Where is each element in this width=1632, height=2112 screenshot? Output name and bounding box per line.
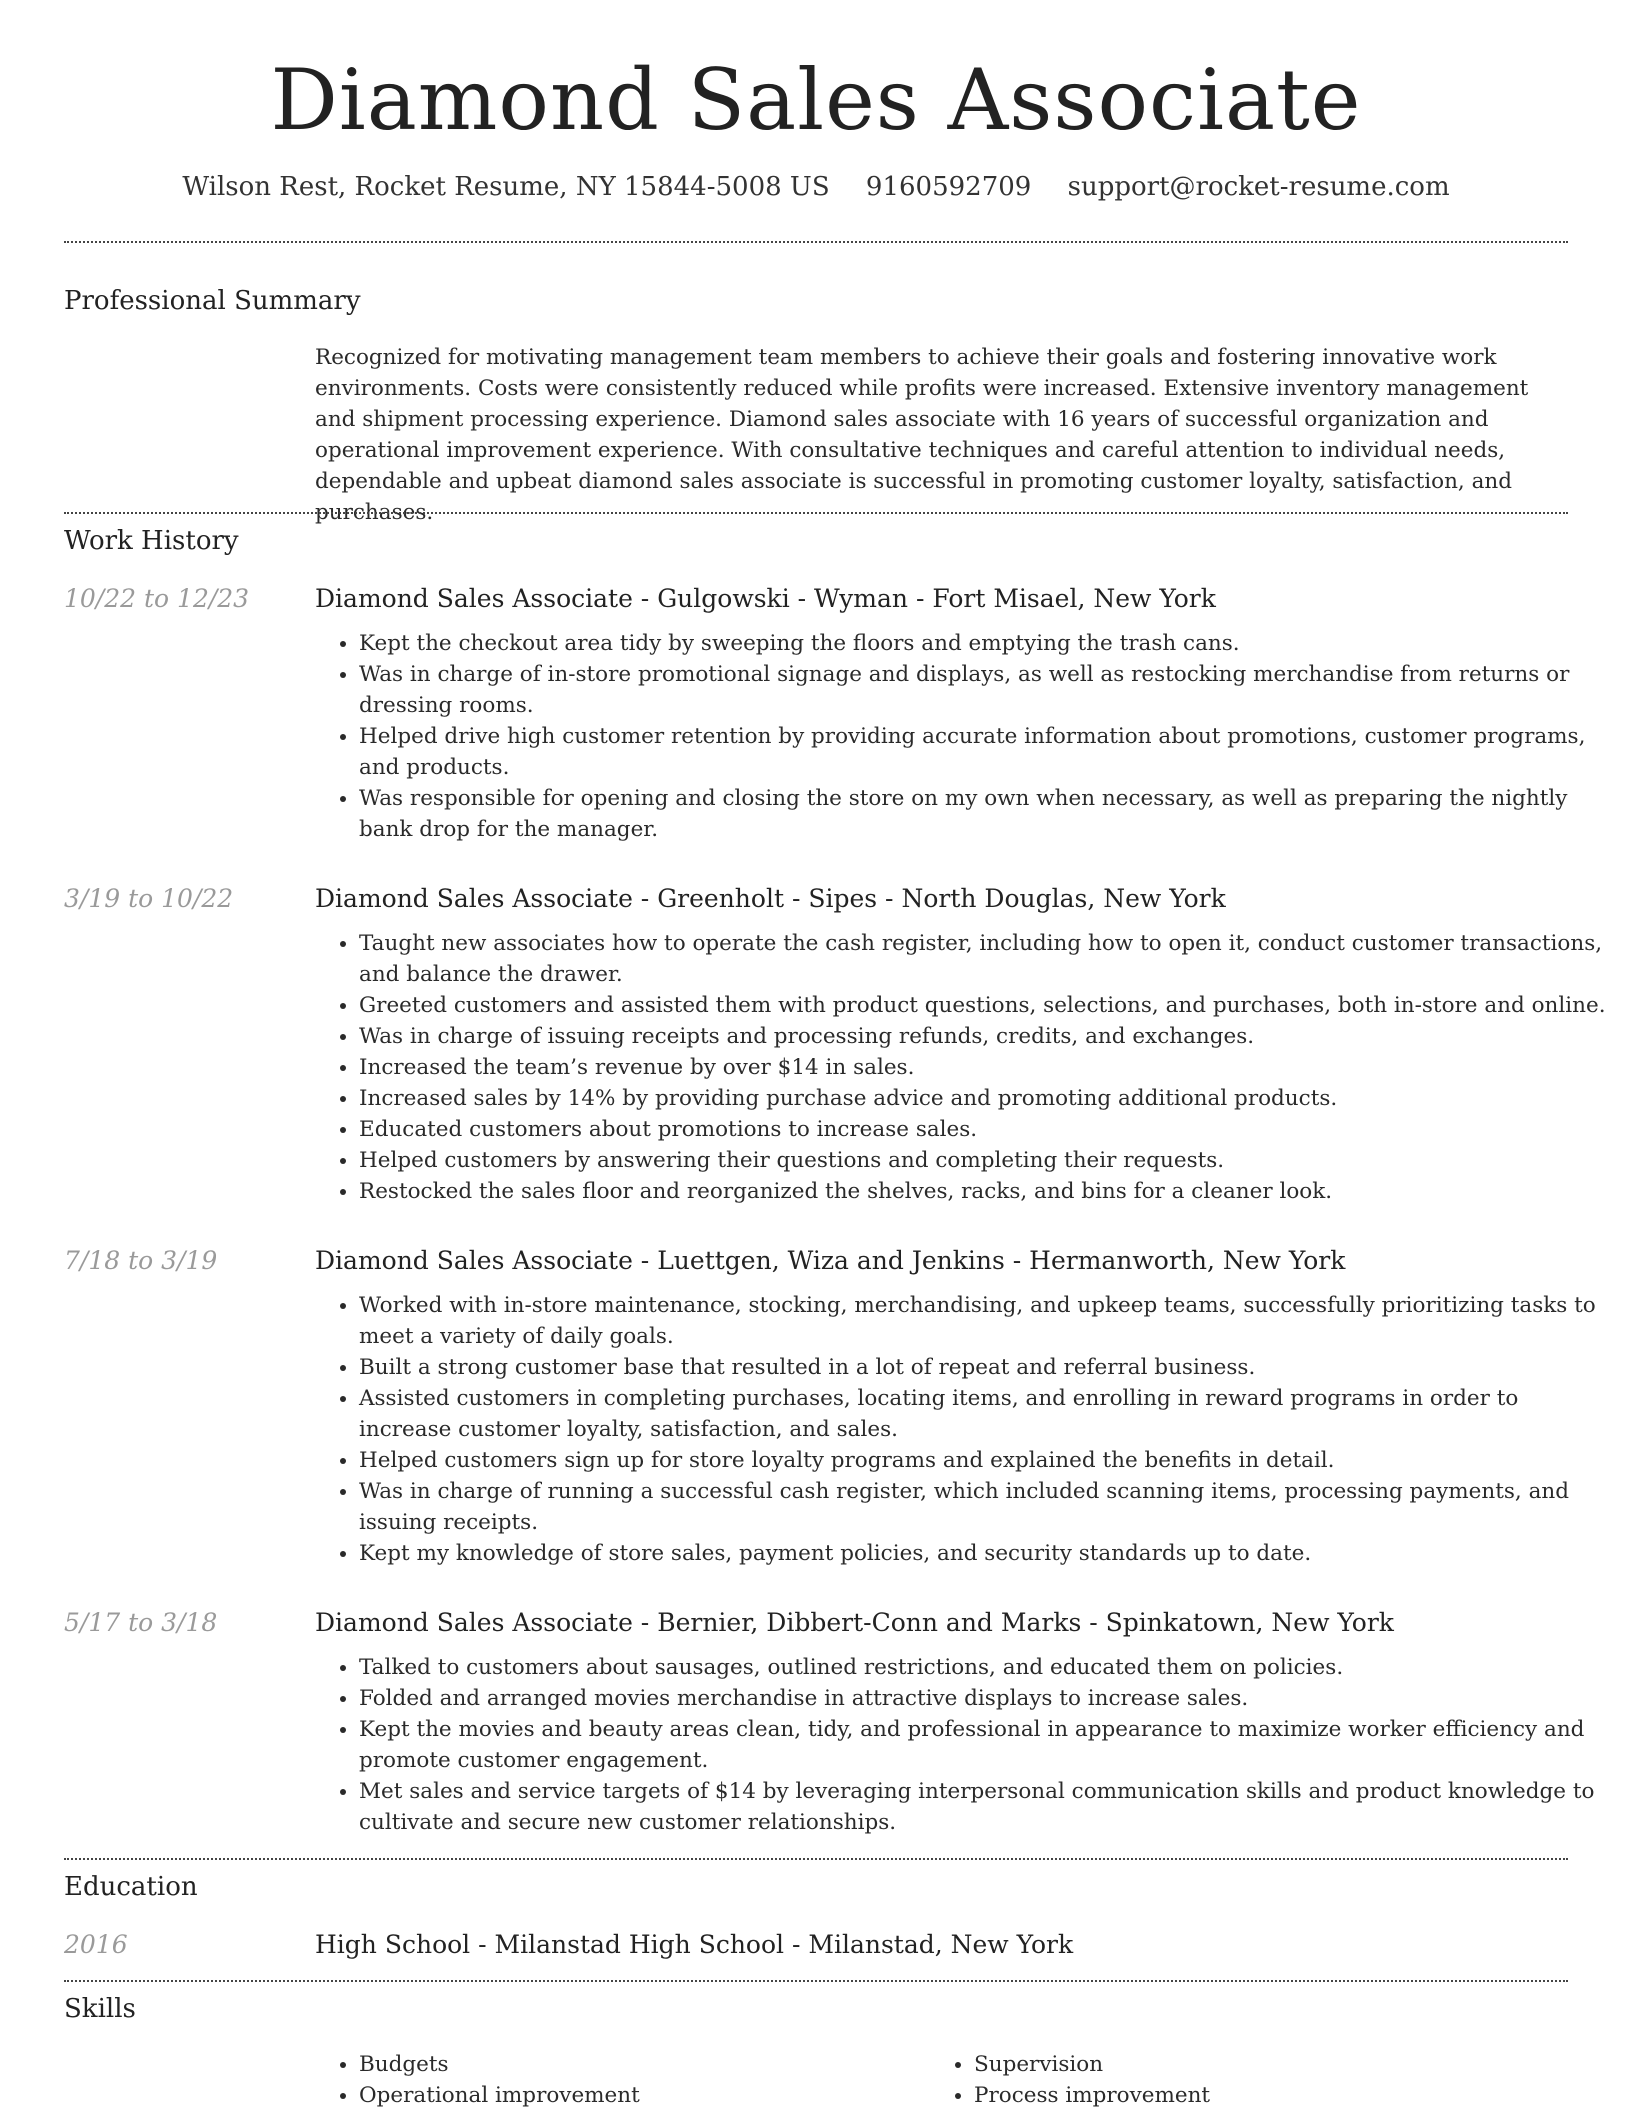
- contact-email: support@rocket-resume.com: [1067, 172, 1450, 202]
- job-bullets: [315, 628, 1609, 845]
- job-bullet: • Helped customers by answering their questions and completing their requests.: [359, 1145, 1609, 1176]
- skill-item: • Budgets: [359, 2049, 899, 2080]
- job-bullet: • Folded and arranged movies merchandise in attractive displays to increase sales.: [359, 1683, 1609, 1714]
- skills-list-right: [930, 2049, 1514, 2111]
- education-heading: Education: [64, 1872, 198, 1902]
- job-bullet: • Restocked the sales floor and reorganized the shelves, racks, and bins for a cleaner look.: [359, 1176, 1609, 1207]
- job-bullet: • Talked to customers about sausages, outlined restrictions, and educated them on policies.: [359, 1652, 1609, 1683]
- job-dates: 10/22 to 12/23: [64, 584, 250, 613]
- job-title: Diamond Sales Associate - Luettgen, Wiza and Jenkins - Hermanworth, New York: [315, 1246, 1346, 1275]
- job-bullet: • Helped customers sign up for store loyalty programs and explained the benefits in detail.: [359, 1445, 1609, 1476]
- job-title: Diamond Sales Associate - Greenholt - Sipes - North Douglas, New York: [315, 884, 1226, 913]
- skill-item: • Operational improvement: [359, 2080, 899, 2111]
- job-bullets: [315, 1290, 1609, 1569]
- job-bullet: • Taught new associates how to operate the cash register, including how to open it, conduct customer transactions, and balance the drawer.: [359, 928, 1609, 990]
- job-title: Diamond Sales Associate - Gulgowski - Wyman - Fort Misael, New York: [315, 584, 1216, 613]
- job-bullets: [315, 1652, 1609, 1838]
- job-bullet: • Increased sales by 14% by providing purchase advice and promoting additional products.: [359, 1083, 1609, 1114]
- job-bullet: • Assisted customers in completing purchases, locating items, and enrolling in reward programs in order to increase customer loyalty, satisfaction, and sales.: [359, 1383, 1609, 1445]
- job-bullet: • Was in charge of in-store promotional signage and displays, as well as restocking merchandise from returns or dressing rooms.: [359, 659, 1609, 721]
- job-dates: 3/19 to 10/22: [64, 884, 234, 913]
- job-bullet: • Educated customers about promotions to increase sales.: [359, 1114, 1609, 1145]
- contact-address: Wilson Rest, Rocket Resume, NY 15844-5008 US: [182, 172, 830, 202]
- job-bullet: • Was responsible for opening and closing the store on my own when necessary, as well as preparing the nightly bank drop for the manager.: [359, 783, 1609, 845]
- job-bullets: [315, 928, 1609, 1207]
- job-bullet: • Helped drive high customer retention by providing accurate information about promotions, customer programs, and products.: [359, 721, 1609, 783]
- job-bullet: • Kept the movies and beauty areas clean, tidy, and professional in appearance to maximize worker efficiency and promote customer engagement.: [359, 1714, 1609, 1776]
- education-year: 2016: [64, 1930, 128, 1959]
- resume-header: [64, 50, 1568, 206]
- skill-item: • Supervision: [974, 2049, 1514, 2080]
- job-bullet: • Met sales and service targets of $14 by leveraging interpersonal communication skills and product knowledge to cultivate and secure new customer relationships.: [359, 1776, 1609, 1838]
- job-bullet: • Was in charge of running a successful cash register, which included scanning items, processing payments, and issuing receipts.: [359, 1476, 1609, 1538]
- job-title: Diamond Sales Associate - Bernier, Dibbert-Conn and Marks - Spinkatown, New York: [315, 1608, 1394, 1637]
- skill-item: • Process improvement: [974, 2080, 1514, 2111]
- job-bullet: • Greeted customers and assisted them with product questions, selections, and purchases, both in-store and online.: [359, 990, 1609, 1021]
- job-dates: 5/17 to 3/18: [64, 1608, 218, 1637]
- section-divider: [64, 1980, 1568, 1982]
- skills-list-left: [315, 2049, 899, 2111]
- job-bullet: • Kept my knowledge of store sales, payment policies, and security standards up to date.: [359, 1538, 1609, 1569]
- section-divider: [64, 241, 1568, 243]
- job-bullet: • Increased the team’s revenue by over $14 in sales.: [359, 1052, 1609, 1083]
- summary-heading: Professional Summary: [64, 286, 361, 316]
- section-divider: [64, 1858, 1568, 1860]
- contact-line: [64, 168, 1568, 206]
- job-bullet: • Worked with in-store maintenance, stocking, merchandising, and upkeep teams, successfully prioritizing tasks to meet a variety of daily goals.: [359, 1290, 1609, 1352]
- job-bullet: • Built a strong customer base that resulted in a lot of repeat and referral business.: [359, 1352, 1609, 1383]
- job-bullet: • Was in charge of issuing receipts and processing refunds, credits, and exchanges.: [359, 1021, 1609, 1052]
- section-divider: [64, 512, 1568, 514]
- candidate-name: Diamond Sales Associate: [270, 51, 1362, 149]
- work-history-heading: Work History: [64, 526, 239, 556]
- job-bullet: • Kept the checkout area tidy by sweeping the floors and emptying the trash cans.: [359, 628, 1609, 659]
- summary-text: Recognized for motivating management team members to achieve their goals and fostering innovative work environments. Costs were consistently reduced while profits were increased. Extensive inventory management and shipment processing experience. Diamond sales associate with 16 years of successful organization and operational improvement experience. With consultative techniques and careful attention to individual needs, dependable and upbeat diamond sales associate is successful in promoting customer loyalty, satisfaction, and purchases.: [315, 345, 1529, 525]
- contact-phone: 9160592709: [865, 172, 1032, 202]
- job-dates: 7/18 to 3/19: [64, 1246, 218, 1275]
- education-degree: High School - Milanstad High School - Milanstad, New York: [315, 1930, 1074, 1959]
- skills-heading: Skills: [64, 1994, 136, 2024]
